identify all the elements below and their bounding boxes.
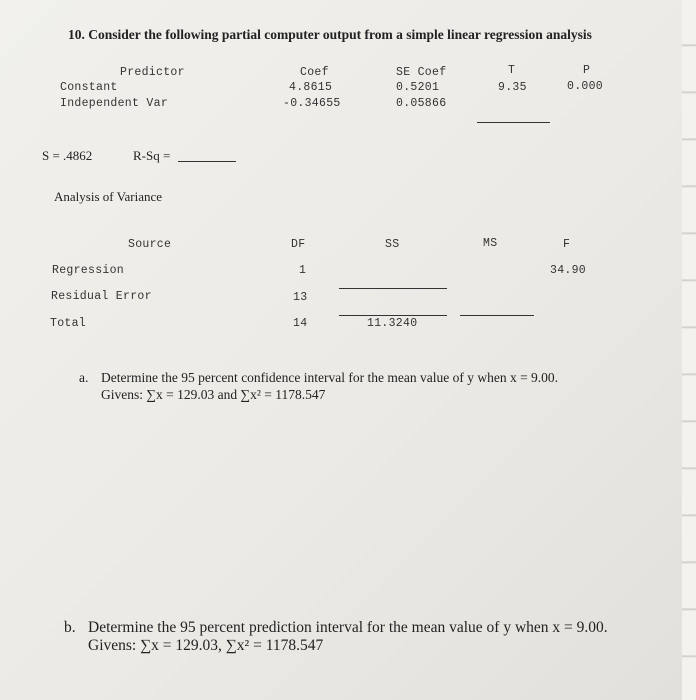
anova-df: 13	[293, 291, 308, 304]
part-b-line1: Determine the 95 percent prediction interval for the mean value of y when x = 9.00.	[88, 619, 608, 636]
header-predictor: Predictor	[120, 66, 185, 79]
ms-blank	[460, 315, 534, 316]
rsq-label: R-Sq =	[133, 148, 171, 163]
question-title: 10. Consider the following partial computer output from a simple linear regression analysis	[68, 27, 592, 42]
row-se-coef: 0.5201	[396, 81, 440, 94]
part-a-label: a.	[79, 370, 89, 385]
anova-header-ms: MS	[483, 237, 498, 250]
anova-header-df: DF	[291, 238, 306, 251]
part-a-line2: Givens: ∑x = 129.03 and ∑x² = 1178.547	[101, 387, 326, 402]
header-se-coef: SE Coef	[396, 66, 447, 79]
anova-header-ss: SS	[385, 238, 400, 251]
anova-ss: 11.3240	[367, 317, 418, 330]
row-predictor: Constant	[60, 81, 118, 94]
page-stack-edge	[682, 0, 696, 700]
t-answer-blank	[477, 122, 550, 123]
part-b-line2: Givens: ∑x = 129.03, ∑x² = 1178.547	[88, 637, 324, 654]
part-b-label: b.	[64, 619, 76, 636]
anova-title: Analysis of Variance	[54, 189, 163, 204]
row-se-coef: 0.05866	[396, 97, 447, 110]
anova-f: 34.90	[550, 264, 587, 277]
header-coef: Coef	[300, 66, 329, 79]
anova-df: 1	[299, 264, 307, 277]
ss-regression-blank	[339, 288, 447, 289]
row-p: 0.000	[567, 80, 604, 93]
s-value: S = .4862	[42, 148, 93, 163]
header-p: P	[583, 64, 591, 77]
anova-df: 14	[293, 317, 308, 330]
anova-source: Regression	[52, 264, 125, 277]
row-coef: 4.8615	[289, 81, 333, 94]
anova-header-f: F	[563, 238, 571, 251]
rsq-answer-blank	[178, 161, 236, 162]
row-coef: -0.34655	[283, 97, 341, 110]
row-t: 9.35	[498, 81, 527, 94]
header-t: T	[508, 64, 516, 77]
ss-residual-blank	[339, 315, 447, 316]
row-predictor: Independent Var	[60, 97, 169, 110]
anova-source: Total	[50, 317, 87, 330]
part-a-line1: Determine the 95 percent confidence interval for the mean value of y when x = 9.00.	[101, 370, 559, 385]
anova-header-source: Source	[128, 238, 172, 251]
anova-source: Residual Error	[51, 290, 152, 303]
